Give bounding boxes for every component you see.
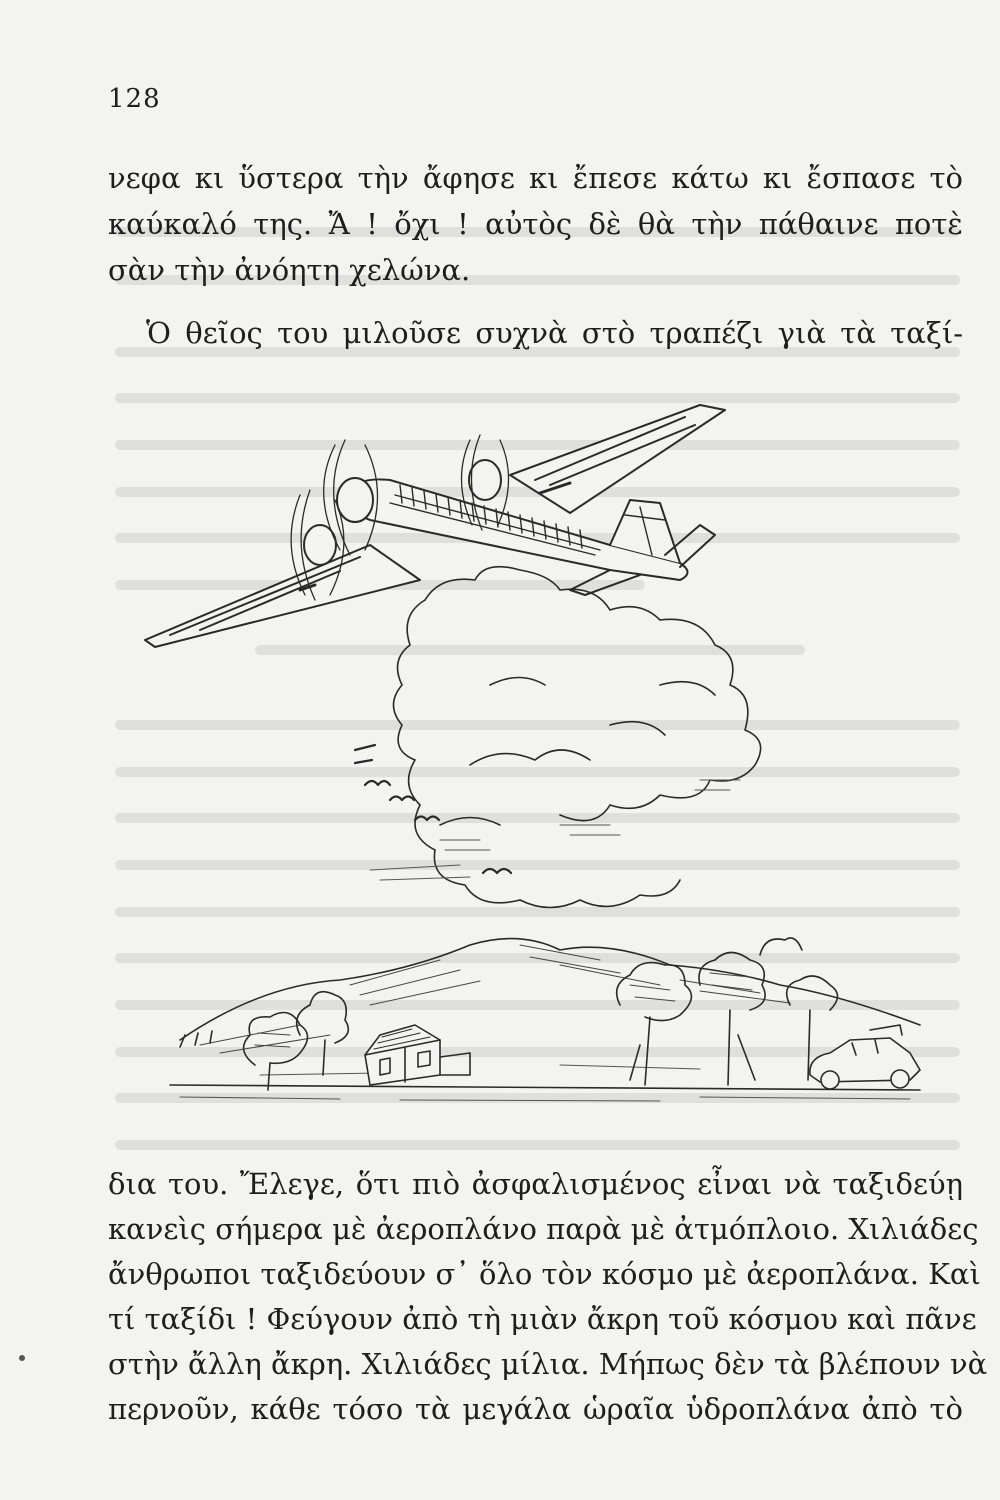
text-line: καύκαλό της. Ἄ ! ὄχι ! αὐτὸς δὲ θὰ τὴν πάθαινε ποτὲ [108, 207, 963, 241]
text-line: τί ταξίδι ! Φεύγουν ἀπὸ τὴ μιὰν ἄκρη τοῦ κόσμου καὶ πᾶνε [108, 1302, 977, 1336]
paragraph-start [108, 310, 963, 356]
text-line: στὴν ἄλλη ἄκρη. Χιλιάδες μίλια. Μήπως δὲν τὰ βλέπουν νὰ [108, 1347, 988, 1381]
trees-drawing [244, 938, 838, 1090]
text-line: ἄνθρωποι ταξιδεύουν σ᾽ ὅλο τὸν κόσμο μὲ ἀεροπλάνα. Καὶ [108, 1257, 981, 1291]
landscape-drawing [170, 938, 920, 1101]
text-line: δια του. Ἔλεγε, ὅτι πιὸ ἀσφαλισμένος εἶναι νὰ ταξιδεύῃ [108, 1167, 963, 1201]
text-line: νεφα κι ὕστερα τὴν ἄφησε κι ἔπεσε κάτω κι ἔσπασε τὸ [108, 161, 963, 195]
text-line: περνοῦν, κάθε τόσο τὰ μεγάλα ὡραῖα ὑδροπλάνα ἀπὸ τὸ [108, 1392, 963, 1426]
car-drawing [810, 1025, 920, 1089]
birds-drawing [355, 745, 511, 873]
paragraph-continuation-after-illustration [108, 1162, 988, 1432]
house-drawing [365, 1025, 470, 1085]
text-line: κανεὶς σήμερα μὲ ἀεροπλάνο παρὰ μὲ ἀτμόπλοιο. Χιλιάδες [108, 1212, 979, 1246]
cloud-drawing [370, 567, 761, 908]
text-line: σὰν τὴν ἀνόητη χελώνα. [108, 253, 471, 287]
paragraph-continuation [108, 155, 963, 293]
airplane-drawing [145, 405, 725, 647]
airplane-illustration [140, 385, 940, 1115]
page-number: 128 [108, 84, 161, 114]
text-line: Ὁ θεῖος του μιλοῦσε συχνὰ στὸ τραπέζι γιὰ τὰ ταξί- [146, 316, 963, 350]
